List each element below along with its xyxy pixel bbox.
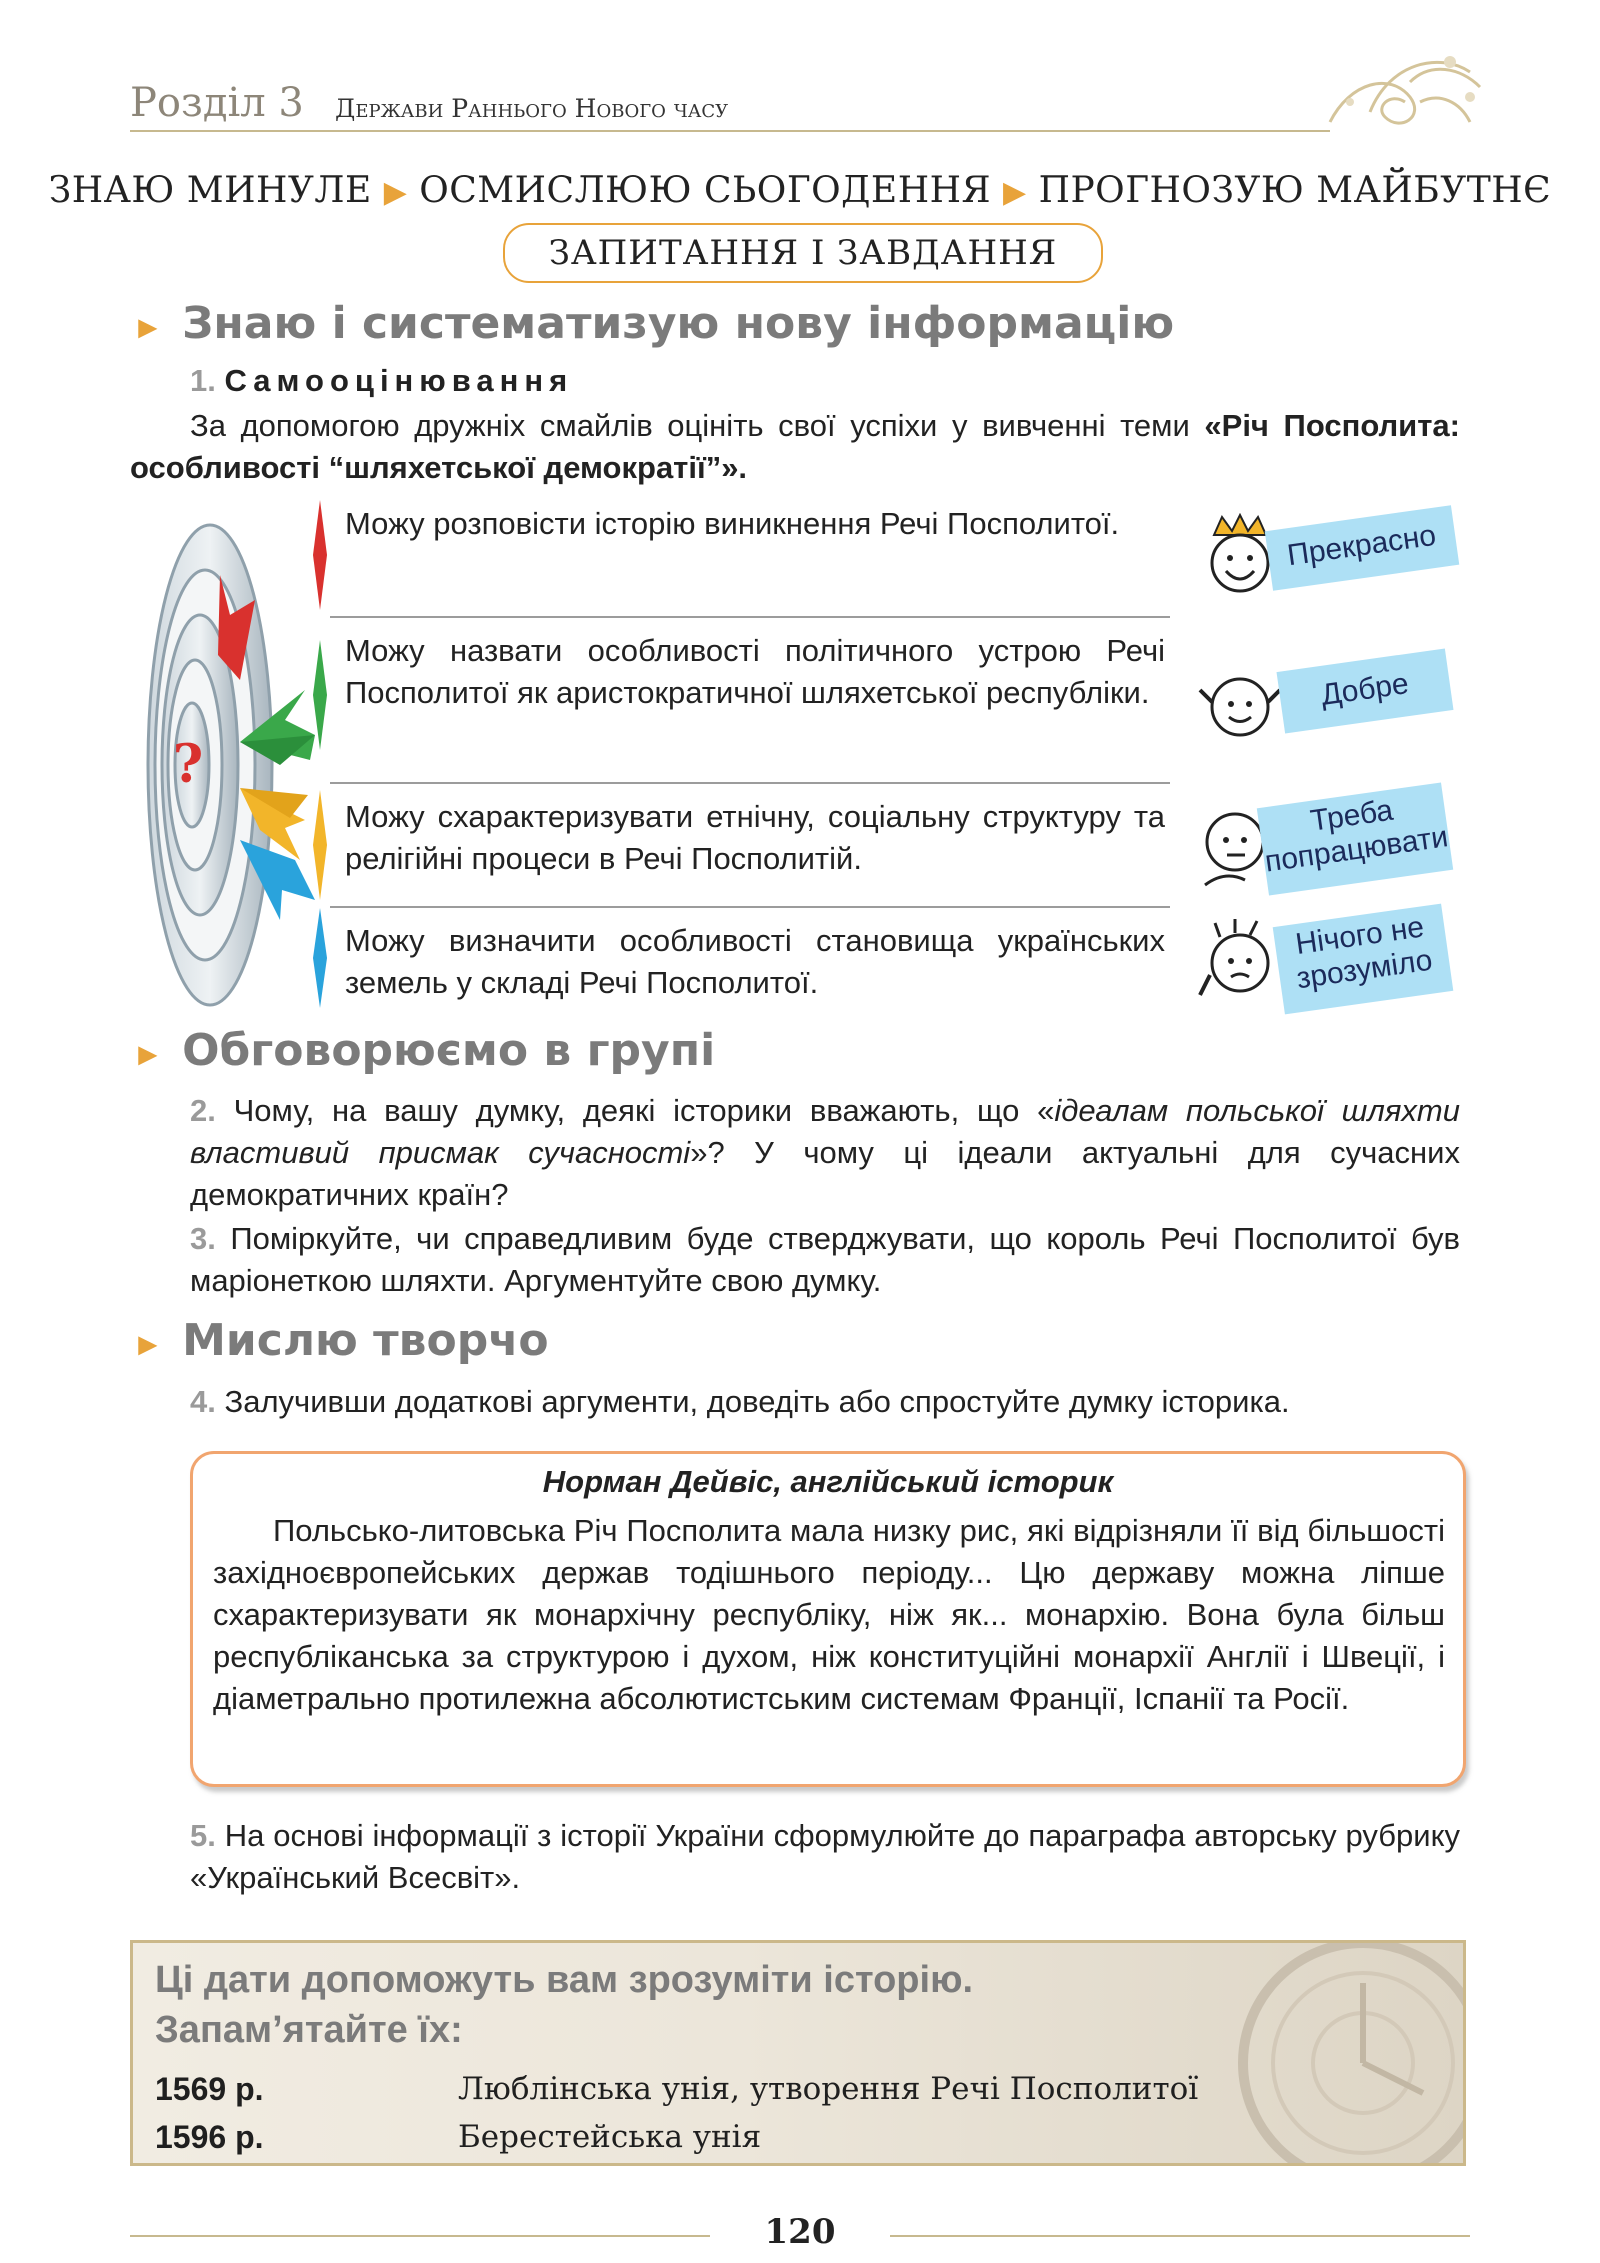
rating-badge-excellent: Прекрасно xyxy=(1265,505,1460,591)
section-heading-1 xyxy=(132,298,1174,349)
section-heading-2 xyxy=(132,1025,715,1076)
triangle-bullet-icon: ► xyxy=(132,309,164,345)
clock-icon xyxy=(1163,1940,1466,2166)
assessment-row: Можу розповісти історію виникнення Речі Посполитої. xyxy=(345,506,1120,541)
task-title: Самооцінювання xyxy=(224,363,574,398)
dates-heading-line-2: Запам’ятайте їх: xyxy=(155,2009,463,2051)
dates-heading-line-1: Ці дати допоможуть вам зрозуміти історію. xyxy=(155,1959,974,2001)
row-marker-blue xyxy=(313,908,327,1008)
task-5-text: На основі інформації з історії України сформулюйте до параграфа авторську рубрику «Український Всесвіт». xyxy=(190,1818,1460,1895)
questions-box: ЗАПИТАННЯ І ЗАВДАННЯ xyxy=(503,223,1103,283)
arrow-icon: ▶ xyxy=(1003,175,1027,210)
section-title: Знаю і систематизую нову інформацію xyxy=(182,298,1175,349)
task-2 xyxy=(190,1090,1460,1216)
row-marker-yellow xyxy=(313,790,327,900)
task-number: 4. xyxy=(190,1384,216,1419)
task-1-intro: За допомогою дружніх смайлів оцініть свої успіхи у вивченні теми xyxy=(190,408,1190,443)
assessment-row: Можу схарактеризувати етнічну, соціальну структуру та релігійні процеси в Речі Посполитій. xyxy=(345,799,1165,876)
tagline-part-1: ЗНАЮ МИНУЛЕ xyxy=(48,170,372,211)
row-divider xyxy=(330,782,1170,784)
task-3 xyxy=(190,1218,1460,1302)
tagline-part-2: ОСМИСЛЮЮ СЬОГОДЕННЯ xyxy=(419,170,992,211)
page-number: 120 xyxy=(764,2212,836,2252)
quote-text: Польсько-литовська Річ Посполита мала низку рис, які відрізняли її від більшості західноєвропейських держав тодішнього періоду... Цю державу можна ліпше схарактеризувати як монархічну республіку, ніж як... монархію. Вона була більш республіканська за структурою і духом, ніж конституційні монархії Англії і Швеції, і діаметрально протилежна абсолютистським системам Франції, Іспанії та Росії. xyxy=(213,1513,1445,1716)
rating-badge-good: Добре xyxy=(1277,648,1454,733)
tagline xyxy=(0,170,1600,211)
key-dates-box xyxy=(130,1940,1466,2166)
task-1-topic-a: «Річ xyxy=(1204,408,1269,443)
section-title: Обговорюємо в групі xyxy=(182,1025,716,1076)
task-2-text-b: »? У чому ці ідеали актуальні для сучасних демократичних країн? xyxy=(190,1135,1460,1212)
triangle-bullet-icon: ► xyxy=(132,1036,164,1072)
task-4-text: Залучивши додаткові аргументи, доведіть або спростуйте думку історика. xyxy=(224,1384,1290,1419)
historian-quote-box xyxy=(190,1451,1466,1787)
row-divider xyxy=(330,906,1170,908)
quote-author: Норман Дейвіс, англійський історик xyxy=(542,1464,1114,1499)
task-number: 1. xyxy=(190,363,216,398)
target-illustration xyxy=(130,520,320,1010)
assessment-row: Можу назвати особливості політичного устрою Речі Посполитої як аристократичної шляхетської республіки. xyxy=(345,633,1165,710)
date-year: 1596 р. xyxy=(155,2119,264,2155)
task-number: 3. xyxy=(190,1221,216,1256)
row-marker-red xyxy=(313,500,327,610)
task-2-quote: ідеалам польської шляхти властивий присмак сучасності xyxy=(190,1093,1461,1170)
question-mark: ? xyxy=(172,734,204,795)
confused-face-icon xyxy=(1195,915,1285,1010)
arrow-icon: ▶ xyxy=(383,175,408,210)
section-title: Мислю творчо xyxy=(182,1315,549,1366)
row-divider xyxy=(330,616,1170,618)
triangle-bullet-icon: ► xyxy=(132,1326,164,1362)
dates-heading xyxy=(155,1955,973,2055)
section-heading-3 xyxy=(132,1315,549,1366)
smiling-face-icon xyxy=(1195,662,1285,752)
ornament-icon xyxy=(1310,42,1490,142)
header-rule xyxy=(130,130,1330,132)
task-1-topic-b: Посполита: особливості “шляхетської демократії”». xyxy=(130,408,1460,485)
task-number: 2. xyxy=(190,1093,216,1128)
tagline-part-3: ПРОГНОЗУЮ МАЙБУТНЄ xyxy=(1038,170,1552,211)
rating-badge-needs-work: Треба попрацювати xyxy=(1257,782,1453,895)
date-description: Люблінська унія, утворення Речі Посполитої xyxy=(458,2071,1199,2107)
date-year: 1569 р. xyxy=(155,2071,264,2107)
assessment-row: Можу визначити особливості становища українських земель у складі Речі Посполитої. xyxy=(345,923,1165,1000)
task-5 xyxy=(190,1815,1460,1899)
task-1-text xyxy=(130,405,1460,489)
rating-badge-not-understood: Нічого не зрозуміло xyxy=(1273,904,1454,1015)
task-1-heading xyxy=(190,363,573,399)
task-2-text-a: Чому, на вашу думку, деякі історики вважають, що « xyxy=(233,1093,1055,1128)
row-marker-green xyxy=(313,640,327,750)
chapter-label: Розділ 3 xyxy=(130,80,304,126)
date-description: Берестейська унія xyxy=(458,2119,762,2155)
task-3-text: Поміркуйте, чи справедливим буде стверджувати, що король Речі Посполитої був маріонеткою шляхти. Аргументуйте свою думку. xyxy=(190,1221,1460,1298)
task-number: 5. xyxy=(190,1818,216,1853)
chapter-title: Держави Раннього Нового часу xyxy=(335,94,729,123)
task-4 xyxy=(190,1381,1480,1423)
